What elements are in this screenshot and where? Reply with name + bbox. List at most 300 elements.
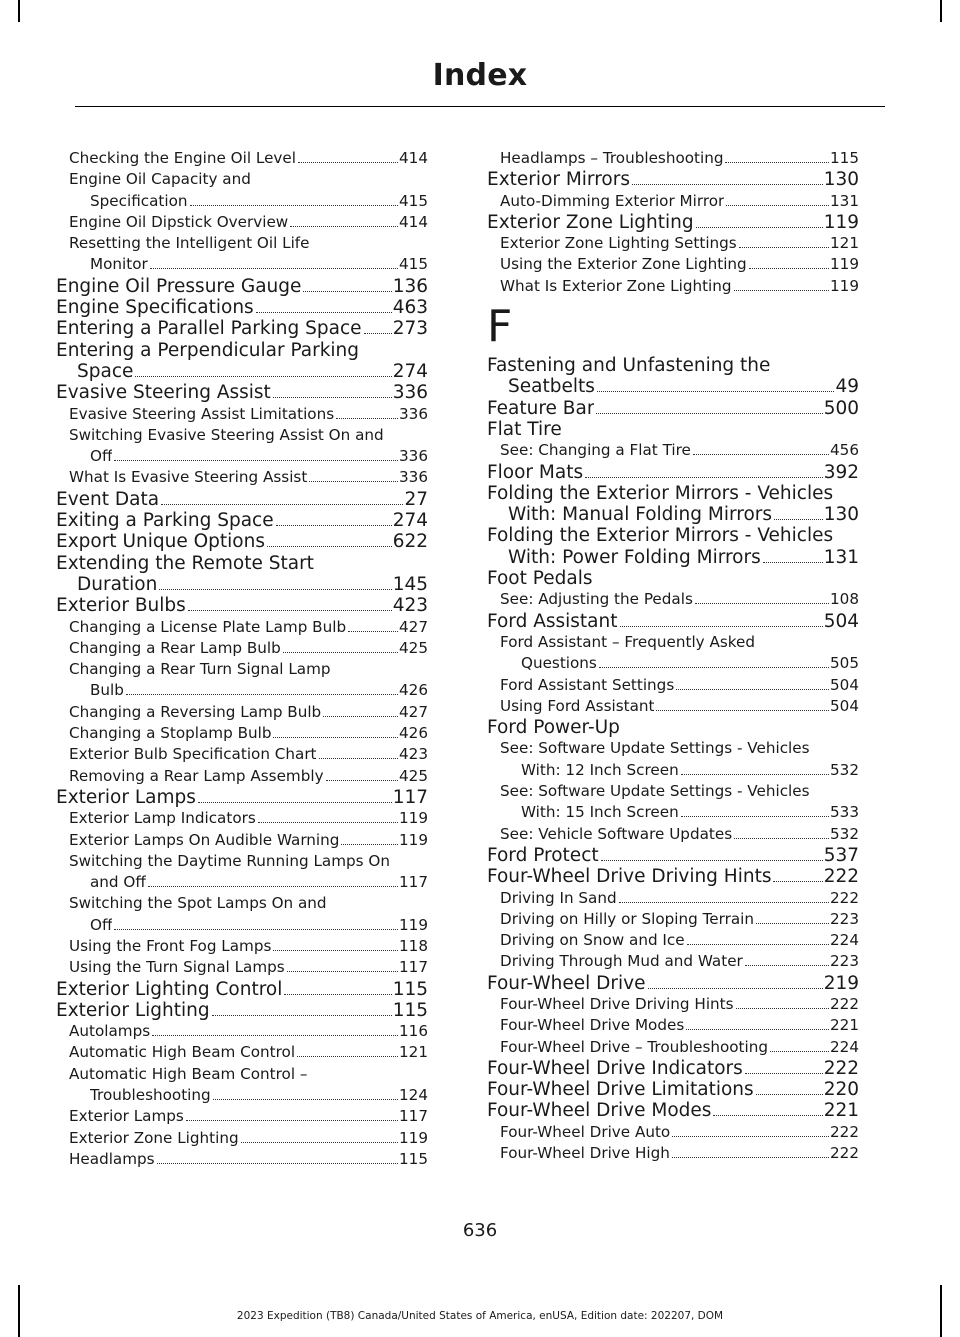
index-entry [487, 866, 859, 887]
index-entry [56, 297, 428, 318]
index-subentry [56, 1128, 428, 1149]
dot-leader [619, 902, 829, 903]
entry-line [487, 462, 859, 483]
entry-page-number: 223 [830, 909, 859, 928]
entry-title: Exterior Zone Lighting [487, 211, 694, 233]
entry-title: Seatbelts [508, 376, 595, 398]
entry-page-number: 336 [399, 447, 428, 466]
index-subentry [487, 824, 859, 845]
entry-line [487, 376, 859, 397]
index-entry [56, 595, 428, 616]
entry-page-number: 219 [823, 972, 859, 994]
entry-page-number: 119 [399, 915, 428, 934]
entry-title: Evasive Steering Assist Limitations [69, 404, 335, 423]
index-subentry [56, 1106, 428, 1127]
index-subentry [487, 254, 859, 275]
entry-page-number: 426 [399, 724, 428, 743]
index-subentry [56, 744, 428, 765]
entry-line [56, 531, 428, 552]
index-subentry [56, 467, 428, 488]
index-entry [487, 845, 859, 866]
entry-line [69, 1021, 428, 1042]
entry-page-number: 224 [830, 931, 859, 950]
entry-line [487, 1058, 859, 1079]
index-subentry [56, 638, 428, 659]
dot-leader [739, 247, 829, 248]
index-subentry [56, 233, 428, 276]
entry-line [69, 212, 428, 233]
entry-title: Driving Through Mud and Water [500, 952, 743, 971]
entry-line [69, 744, 428, 765]
entry-line [69, 1085, 428, 1106]
entry-title: Questions [521, 654, 597, 673]
entry-page-number: 463 [392, 297, 428, 319]
entry-line [69, 446, 428, 467]
crop-mark-top-left [18, 0, 20, 22]
dot-leader [693, 454, 829, 455]
entry-heading-line: Switching the Spot Lamps On and [69, 894, 327, 913]
index-entry [56, 340, 428, 383]
entry-page-number: 117 [399, 873, 428, 892]
entry-title: Exterior Lighting [56, 999, 210, 1021]
index-subentry [56, 1021, 428, 1042]
entry-line [500, 760, 859, 781]
index-entry [56, 318, 428, 339]
entry-page-number: 425 [399, 638, 428, 657]
index-subentry [56, 617, 428, 638]
entry-title: With: Manual Folding Mirrors [508, 504, 773, 526]
dot-leader [152, 1035, 398, 1036]
entry-line [69, 766, 428, 787]
entry-heading-line: Resetting the Intelligent Oil Life [69, 234, 310, 253]
entry-line [69, 936, 428, 957]
entry-line [69, 467, 428, 488]
entry-page-number: 119 [399, 1128, 428, 1147]
entry-title: Four-Wheel Drive Auto [500, 1122, 671, 1141]
index-entry [487, 169, 859, 190]
entry-page-number: 131 [823, 546, 859, 568]
entry-line [69, 1042, 428, 1063]
index-subentry [487, 440, 859, 461]
entry-page-number: 504 [830, 675, 859, 694]
dot-leader [734, 290, 829, 291]
entry-page-number: 117 [399, 958, 428, 977]
entry-page-number: 414 [399, 212, 428, 231]
entry-page-number: 124 [399, 1086, 428, 1105]
dot-leader [681, 774, 829, 775]
index-entry [487, 1100, 859, 1121]
index-entry [56, 382, 428, 403]
dot-leader [656, 710, 829, 711]
entry-title: Bulb [90, 681, 124, 700]
entry-title: Floor Mats [487, 461, 584, 483]
entry-line [500, 888, 859, 909]
document-footer: 2023 Expedition (TB8) Canada/United States of America, enUSA, Edition date: 202207, DOM [236, 1310, 724, 1322]
entry-line [69, 830, 428, 851]
entry-page-number: 223 [830, 952, 859, 971]
entry-line [56, 979, 428, 1000]
index-subentry [56, 702, 428, 723]
entry-heading-line: Entering a Perpendicular Parking [56, 339, 360, 361]
entry-page-number: 222 [830, 994, 859, 1013]
index-entry [487, 1058, 859, 1079]
entry-page-number: 119 [399, 809, 428, 828]
entry-title: With: 15 Inch Screen [521, 803, 679, 822]
entry-line [56, 595, 428, 616]
entry-title: Export Unique Options [56, 531, 265, 553]
entry-title: Troubleshooting [90, 1086, 211, 1105]
entry-line [69, 1106, 428, 1127]
index-subentry [487, 1143, 859, 1164]
entry-title: With: Power Folding Mirrors [508, 546, 761, 568]
index-entry [487, 525, 859, 568]
entry-title: Exterior Bulb Specification Chart [69, 745, 317, 764]
entry-title: Driving In Sand [500, 888, 617, 907]
index-entry [487, 398, 859, 419]
index-subentry [487, 589, 859, 610]
index-entry [487, 355, 859, 398]
entry-line [500, 589, 859, 610]
entry-heading-line: Fastening and Unfastening the [487, 355, 771, 377]
entry-title: Driving on Snow and Ice [500, 931, 685, 950]
entry-page-number: 336 [399, 468, 428, 487]
entry-heading-line: Folding the Exterior Mirrors - Vehicles [487, 482, 834, 504]
dot-leader [681, 816, 829, 817]
index-subentry [487, 951, 859, 972]
dot-leader [267, 546, 392, 547]
entry-title: Duration [77, 573, 158, 595]
index-entry [56, 276, 428, 297]
page-number: 636 [462, 1220, 498, 1241]
index-subentry [487, 738, 859, 781]
entry-line [56, 361, 428, 382]
index-subentry [56, 1149, 428, 1170]
entry-page-number: 274 [392, 360, 428, 382]
entry-line [56, 510, 428, 531]
entry-line [500, 1015, 859, 1036]
entry-page-number: 427 [399, 617, 428, 636]
entry-page-number: 221 [823, 1100, 859, 1122]
index-entry [56, 1000, 428, 1021]
dot-leader [745, 1073, 823, 1074]
entry-page-number: 121 [830, 234, 859, 253]
dot-leader [672, 1157, 829, 1158]
entry-heading-line: Switching the Daytime Running Lamps On [69, 851, 390, 870]
entry-page-number: 222 [830, 1144, 859, 1163]
entry-title: and Off [90, 873, 146, 892]
dot-leader [648, 988, 823, 989]
dot-leader [114, 460, 398, 461]
entry-line [487, 398, 859, 419]
entry-page-number: 622 [392, 531, 428, 553]
entry-title: Ford Assistant [487, 610, 618, 632]
entry-page-number: 121 [399, 1043, 428, 1062]
dot-leader [774, 519, 823, 520]
entry-title: Removing a Rear Lamp Assembly [69, 766, 324, 785]
entry-page-number: 115 [392, 978, 428, 1000]
entry-page-number: 273 [392, 318, 428, 340]
dot-leader [198, 802, 392, 803]
dot-leader [686, 1029, 829, 1030]
index-subentry [487, 148, 859, 169]
entry-page-number: 423 [399, 745, 428, 764]
entry-line [69, 872, 428, 893]
dot-leader [213, 1099, 398, 1100]
index-entry [56, 510, 428, 531]
index-entry [487, 568, 859, 589]
entry-line [69, 191, 428, 212]
entry-heading-line: See: Software Update Settings - Vehicles [500, 782, 810, 801]
index-subentry [56, 1064, 428, 1107]
entry-title: Four-Wheel Drive Driving Hints [500, 994, 734, 1013]
index-subentry [56, 212, 428, 233]
dot-leader [190, 205, 398, 206]
index-subentry [487, 1015, 859, 1036]
entry-page-number: 336 [399, 404, 428, 423]
entry-line [69, 1128, 428, 1149]
entry-page-number: 117 [392, 786, 428, 808]
entry-line [500, 802, 859, 823]
entry-title: Autolamps [69, 1022, 151, 1041]
index-column-left [56, 148, 428, 1170]
index-subentry [56, 893, 428, 936]
dot-leader [687, 944, 829, 945]
dot-leader [770, 1051, 829, 1052]
entry-title: Changing a Stoplamp Bulb [69, 724, 272, 743]
entry-title: Specification [90, 191, 188, 210]
index-section-letter: F [487, 301, 513, 353]
index-subentry [487, 930, 859, 951]
index-entry [56, 787, 428, 808]
entry-line [500, 994, 859, 1015]
dot-leader [276, 525, 392, 526]
entry-heading-line: See: Software Update Settings - Vehicles [500, 739, 810, 758]
index-subentry [487, 909, 859, 930]
entry-line [69, 723, 428, 744]
entry-title: Evasive Steering Assist [56, 382, 271, 404]
dot-leader [672, 1136, 829, 1137]
entry-page-number: 115 [392, 999, 428, 1021]
entry-title: Monitor [90, 255, 148, 274]
entry-page-number: 115 [399, 1149, 428, 1168]
dot-leader [676, 689, 829, 690]
entry-title: Space [77, 360, 134, 382]
entry-line [69, 680, 428, 701]
entry-heading-line: Engine Oil Capacity and [69, 170, 251, 189]
entry-line [500, 1122, 859, 1143]
entry-line [69, 915, 428, 936]
entry-page-number: 108 [830, 590, 859, 609]
entry-line [500, 909, 859, 930]
dot-leader [348, 631, 398, 632]
entry-title: Four-Wheel Drive – Troubleshooting [500, 1037, 769, 1056]
dot-leader [632, 184, 823, 185]
entry-title: Feature Bar [487, 397, 595, 419]
entry-heading-line: Automatic High Beam Control – [69, 1064, 308, 1083]
entry-line [487, 504, 859, 525]
crop-mark-top-right [940, 0, 942, 22]
dot-leader [599, 667, 829, 668]
dot-leader [745, 965, 829, 966]
entry-title: Engine Specifications [56, 297, 254, 319]
entry-page-number: 118 [399, 936, 428, 955]
dot-leader [273, 737, 398, 738]
entry-heading-line: Flat Tire [487, 418, 562, 440]
entry-page-number: 220 [823, 1079, 859, 1101]
dot-leader [148, 886, 398, 887]
entry-title: Exterior Lighting Control [56, 978, 283, 1000]
index-entry [56, 979, 428, 1000]
dot-leader [597, 391, 835, 392]
entry-heading-line: Switching Evasive Steering Assist On and [69, 425, 384, 444]
index-subentry [487, 1122, 859, 1143]
entry-title: Event Data [56, 488, 160, 510]
entry-line [500, 930, 859, 951]
dot-leader [734, 838, 829, 839]
entry-title: Entering a Parallel Parking Space [56, 318, 362, 340]
entry-line [56, 297, 428, 318]
entry-page-number: 116 [399, 1022, 428, 1041]
entry-title: Automatic High Beam Control [69, 1043, 296, 1062]
index-subentry [56, 169, 428, 212]
header-divider [75, 106, 885, 107]
index-subentry [56, 148, 428, 169]
entry-title: Engine Oil Pressure Gauge [56, 275, 302, 297]
index-subentry [487, 1037, 859, 1058]
dot-leader [126, 694, 398, 695]
entry-page-number: 392 [823, 461, 859, 483]
dot-leader [773, 881, 822, 882]
entry-title: Changing a License Plate Lamp Bulb [69, 617, 347, 636]
entry-title: Using the Exterior Zone Lighting [500, 255, 747, 274]
dot-leader [284, 994, 391, 995]
index-entry [56, 489, 428, 510]
entry-heading-line: Foot Pedals [487, 568, 593, 590]
entry-page-number: 49 [835, 376, 859, 398]
index-subentry [487, 994, 859, 1015]
entry-title: Checking the Engine Oil Level [69, 149, 296, 167]
dot-leader [150, 268, 398, 269]
page-title: Index [432, 58, 528, 93]
entry-heading-line: Folding the Exterior Mirrors - Vehicles [487, 525, 834, 547]
entry-title: What Is Exterior Zone Lighting [500, 276, 732, 295]
dot-leader [725, 162, 829, 163]
entry-title: Exterior Lamps [56, 786, 196, 808]
entry-page-number: 119 [830, 255, 859, 274]
entry-page-number: 119 [823, 211, 859, 233]
entry-line [69, 808, 428, 829]
entry-title: Auto-Dimming Exterior Mirror [500, 191, 725, 210]
index-subentry [487, 675, 859, 696]
index-entry [487, 419, 859, 440]
dot-leader [341, 844, 398, 845]
entry-title: Exterior Mirrors [487, 169, 630, 191]
index-subentry [56, 830, 428, 851]
entry-title: With: 12 Inch Screen [521, 760, 679, 779]
entry-line [56, 318, 428, 339]
dot-leader [696, 227, 823, 228]
entry-page-number: 222 [823, 866, 859, 888]
dot-leader [756, 923, 829, 924]
entry-page-number: 222 [823, 1057, 859, 1079]
entry-line [69, 957, 428, 978]
dot-leader [323, 716, 398, 717]
entry-line [69, 254, 428, 275]
entry-title: Headlamps [69, 1149, 155, 1168]
index-subentry [56, 766, 428, 787]
entry-line [56, 1000, 428, 1021]
index-subentry [487, 888, 859, 909]
index-subentry [56, 404, 428, 425]
dot-leader [157, 1163, 398, 1164]
entry-page-number: 415 [399, 255, 428, 274]
dot-leader [273, 950, 398, 951]
entry-page-number: 414 [399, 149, 428, 167]
entry-line [69, 148, 428, 169]
entry-line [500, 1037, 859, 1058]
entry-page-number: 537 [823, 844, 859, 866]
entry-line [487, 845, 859, 866]
entry-title: Four-Wheel Drive Modes [487, 1100, 712, 1122]
entry-line [500, 824, 859, 845]
entry-line [487, 169, 859, 190]
entry-title: Exterior Zone Lighting Settings [500, 234, 737, 253]
entry-title: Exiting a Parking Space [56, 510, 274, 532]
dot-leader [749, 268, 829, 269]
entry-page-number: 456 [830, 441, 859, 460]
dot-leader [620, 626, 823, 627]
dot-leader [319, 758, 398, 759]
dot-leader [336, 418, 398, 419]
index-subentry [487, 632, 859, 675]
dot-leader [256, 312, 392, 313]
entry-page-number: 136 [392, 275, 428, 297]
entry-title: Exterior Bulbs [56, 595, 186, 617]
dot-leader [736, 1008, 829, 1009]
index-subentry [487, 696, 859, 717]
entry-line [500, 440, 859, 461]
entry-page-number: 115 [830, 149, 859, 167]
entry-line [69, 638, 428, 659]
dot-leader [283, 652, 398, 653]
entry-page-number: 500 [823, 397, 859, 419]
entry-page-number: 222 [830, 888, 859, 907]
entry-page-number: 117 [399, 1107, 428, 1126]
entry-title: Four-Wheel Drive [487, 972, 646, 994]
entry-line [487, 1079, 859, 1100]
dot-leader [726, 205, 829, 206]
entry-line [69, 404, 428, 425]
entry-title: Engine Oil Dipstick Overview [69, 212, 289, 231]
dot-leader [364, 333, 392, 334]
entry-page-number: 415 [399, 191, 428, 210]
index-subentry [56, 425, 428, 468]
index-subentry [487, 276, 859, 297]
dot-leader [695, 603, 829, 604]
index-entry [487, 973, 859, 994]
index-subentry [487, 233, 859, 254]
entry-line [500, 191, 859, 212]
entry-page-number: 423 [392, 595, 428, 617]
entry-line [56, 787, 428, 808]
dot-leader [713, 1115, 822, 1116]
dot-leader [186, 1120, 398, 1121]
entry-title: Using the Front Fog Lamps [69, 936, 272, 955]
entry-line [500, 696, 859, 717]
entry-line [487, 973, 859, 994]
dot-leader [212, 1015, 392, 1016]
index-entry [487, 1079, 859, 1100]
